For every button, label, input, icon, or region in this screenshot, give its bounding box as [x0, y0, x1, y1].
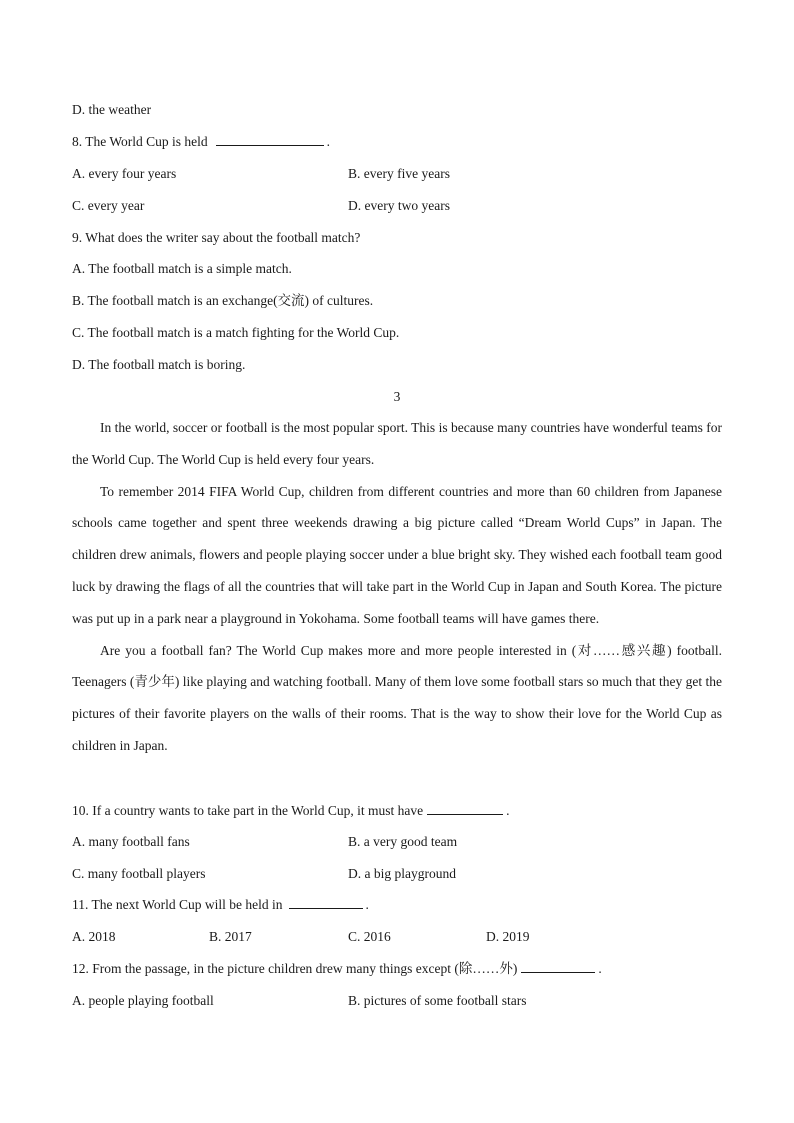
- q8-option-c: C. every year: [72, 198, 145, 213]
- q11-option-b: B. 2017: [209, 929, 252, 944]
- passage-paragraph-2: To remember 2014 FIFA World Cup, children from different countries and more than 60 children from Japanese schools came together and spent three weekends drawing a big picture called “Dream World Cups” in Japan. The children drew animals, flowers and people playing soccer under a blue bright sky. They wished each football team good luck by drawing the flags of all the countries that will take part in the World Cup in Japan and South Korea. The picture was put up in a park near a playground in Yokohama. Some football teams will have games there.: [72, 483, 722, 626]
- q11-stem-end: .: [365, 897, 369, 912]
- passage-paragraph-3: Are you a football fan? The World Cup makes more and more people interested in (对……感兴趣) football. Teenagers (青少年) like playing and watching football. Many of them love some football stars so much that they get the pictures of their favorite players on the walls of their rooms. That is the way to show their love for the World Cup as children in Japan.: [72, 642, 722, 753]
- q12-option-a: A. people playing football: [72, 993, 214, 1008]
- q11-option-d: D. 2019: [486, 929, 530, 944]
- q11-stem: [72, 896, 369, 914]
- q11-option-c: C. 2016: [348, 929, 391, 944]
- q8-option-a: A. every four years: [72, 166, 177, 181]
- q12-answer-blank[interactable]: [521, 960, 595, 973]
- q10-option-b: B. a very good team: [348, 834, 458, 849]
- q8-answer-blank[interactable]: [216, 133, 324, 146]
- section-number: 3: [393, 389, 401, 404]
- q10-option-c: C. many football players: [72, 866, 206, 881]
- q10-stem: [72, 802, 509, 820]
- q10-option-a: A. many football fans: [72, 834, 190, 849]
- q11-option-a: A. 2018: [72, 929, 116, 944]
- q8-stem: [72, 133, 330, 151]
- q9-option-a: A. The football match is a simple match.: [72, 261, 292, 276]
- q9-option-b: B. The football match is an exchange(交流) of cultures.: [72, 293, 374, 308]
- q9-option-c: C. The football match is a match fighting for the World Cup.: [72, 325, 400, 340]
- q9-option-d: D. The football match is boring.: [72, 357, 246, 372]
- q10-stem-end: .: [506, 803, 510, 818]
- q8-option-d: D. every two years: [348, 198, 450, 213]
- q8-option-b: B. every five years: [348, 166, 450, 181]
- q10-option-d: D. a big playground: [348, 866, 456, 881]
- q12-stem-end: .: [598, 961, 602, 976]
- q11-answer-blank[interactable]: [289, 896, 363, 909]
- q12-option-b: B. pictures of some football stars: [348, 993, 527, 1008]
- q8-stem-end: .: [326, 134, 331, 149]
- q10-stem-text: 10. If a country wants to take part in the World Cup, it must have: [72, 803, 424, 818]
- q8-stem-text: 8. The World Cup is held: [72, 134, 208, 149]
- q9-stem: 9. What does the writer say about the football match?: [72, 230, 361, 245]
- q11-stem-text: 11. The next World Cup will be held in: [72, 897, 283, 912]
- passage-paragraph-1: In the world, soccer or football is the most popular sport. This is because many countries have wonderful teams for the World Cup. The World Cup is held every four years.: [72, 420, 722, 467]
- q10-answer-blank[interactable]: [427, 802, 503, 815]
- q7-option-d: D. the weather: [72, 102, 152, 117]
- reading-passage: [72, 412, 722, 762]
- q12-stem: [72, 960, 602, 978]
- q12-stem-text: 12. From the passage, in the picture children drew many things except (除……外): [72, 961, 518, 976]
